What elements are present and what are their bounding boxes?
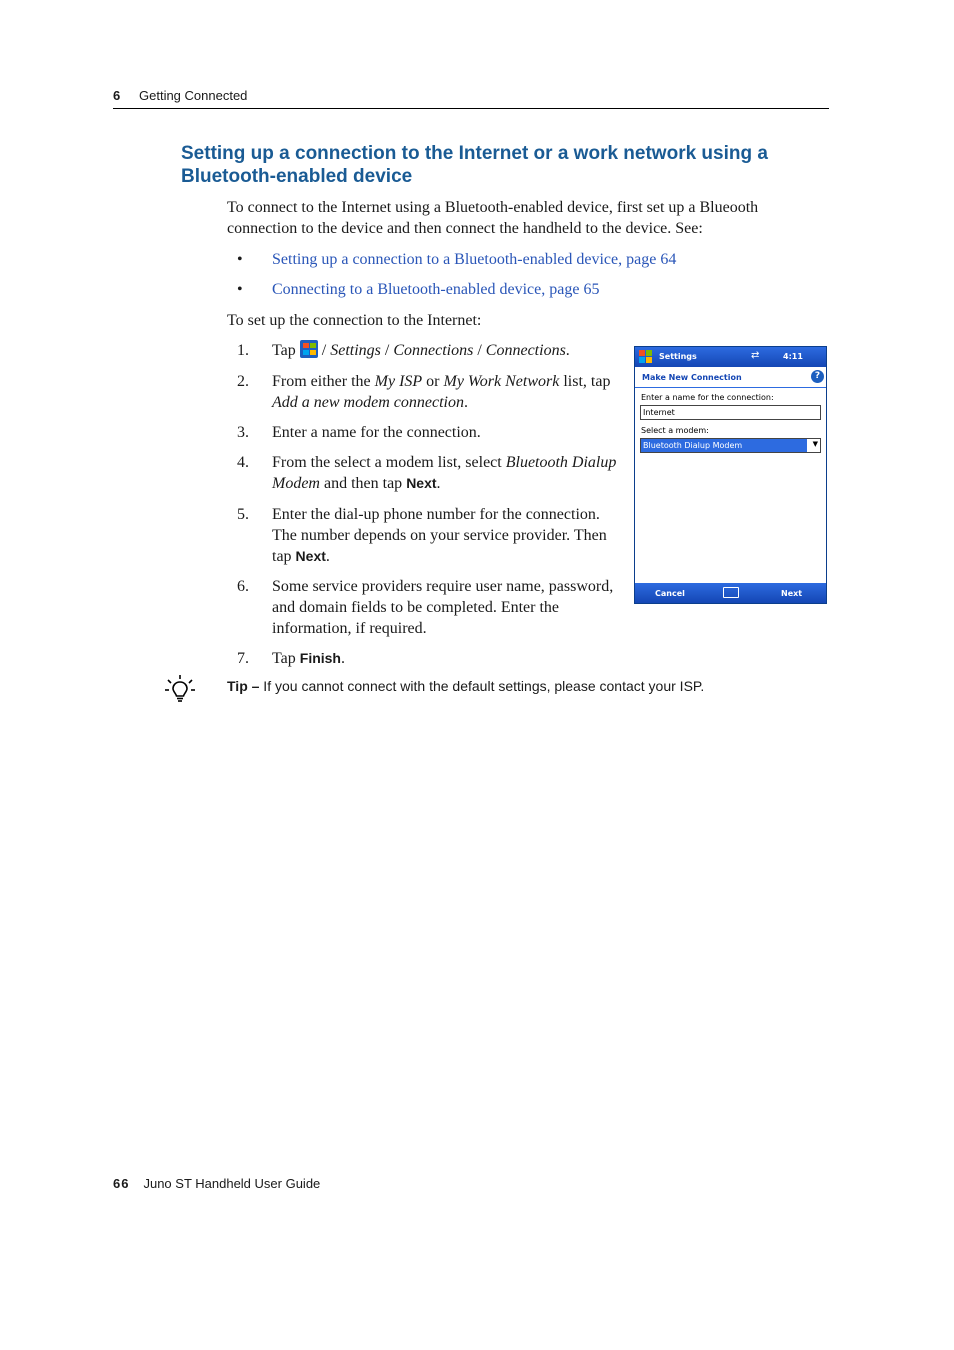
device-soft-key-bar	[635, 583, 826, 603]
name-label: Enter a name for the connection:	[641, 393, 774, 402]
step-number: 6.	[237, 578, 249, 595]
text: From either the	[272, 373, 375, 390]
modem-selected-value: Bluetooth Dialup Modem	[641, 439, 807, 452]
bullet-icon: •	[237, 281, 243, 298]
separator: /	[473, 342, 486, 359]
step-text: Enter a name for the connection.	[272, 424, 481, 441]
section-title: Setting up a connection to the Internet or a work network using a Bluetooth-enabled device	[181, 143, 768, 187]
step-text	[272, 452, 627, 494]
running-footer	[113, 1176, 320, 1191]
text: and then tap	[319, 475, 407, 492]
text: Tap	[272, 650, 300, 667]
tip-text: If you cannot connect with the default settings, please contact your ISP.	[259, 678, 705, 694]
windows-start-icon	[300, 340, 318, 358]
page-number: 66	[113, 1176, 130, 1191]
device-subheading: Make New Connection	[642, 373, 742, 382]
windows-start-icon[interactable]	[638, 349, 653, 364]
cancel-button[interactable]: Cancel	[655, 589, 685, 598]
device-title: Settings	[659, 352, 697, 361]
chevron-down-icon[interactable]: ▼	[812, 440, 818, 448]
menu-my-work-network: My Work Network	[443, 373, 560, 390]
device-subheader	[635, 367, 826, 388]
link-setup-bluetooth[interactable]: Setting up a connection to a Bluetooth-enabled device, page 64	[272, 251, 677, 268]
path-connections: Connections	[393, 342, 474, 359]
intro-paragraph: To connect to the Internet using a Bluetooth-enabled device, first set up a Blueooth connection to the device and then connect the handheld to the device. See:	[227, 199, 759, 237]
setup-intro: To set up the connection to the Internet:	[227, 312, 482, 329]
separator: /	[317, 342, 331, 359]
help-icon[interactable]: ?	[811, 370, 824, 383]
punctuation: .	[436, 475, 441, 492]
path-connections-tab: Connections	[485, 342, 566, 359]
step-text	[272, 340, 627, 361]
keyboard-icon[interactable]	[723, 587, 739, 598]
punctuation: .	[463, 394, 468, 411]
ui-next: Next	[295, 548, 326, 564]
step-text	[272, 371, 627, 413]
separator: /	[380, 342, 394, 359]
device-clock[interactable]: 4:11	[783, 352, 803, 361]
step-number: 4.	[237, 454, 249, 471]
step-text	[272, 504, 627, 567]
text: list, tap	[559, 373, 611, 390]
guide-title: Juno ST Handheld User Guide	[143, 1176, 321, 1191]
text: or	[422, 373, 444, 390]
step-text: Some service providers require user name, password, and domain fields to be completed. Enter the information, if required.	[272, 578, 614, 637]
modem-select[interactable]	[640, 438, 821, 453]
step-text	[272, 648, 627, 669]
menu-add-modem-connection: Add a new modem connection	[272, 394, 464, 411]
link-connect-bluetooth[interactable]: Connecting to a Bluetooth-enabled device, page 65	[272, 281, 600, 298]
step-tap-text: Tap	[272, 342, 296, 359]
connection-name-input[interactable]: Internet	[640, 405, 821, 420]
step-number: 5.	[237, 506, 249, 523]
punctuation: .	[325, 548, 330, 565]
step-number: 1.	[237, 342, 249, 359]
punctuation: .	[341, 650, 345, 667]
step-number: 2.	[237, 373, 249, 390]
option-bluetooth-dialup-modem: Bluetooth Dialup Modem	[272, 454, 617, 492]
tip-note	[227, 677, 704, 695]
chapter-number: 6	[113, 88, 121, 103]
running-header	[113, 86, 829, 109]
tip-label: Tip –	[227, 678, 260, 694]
menu-my-isp: My ISP	[374, 373, 423, 390]
step-number: 3.	[237, 424, 249, 441]
chapter-title: Getting Connected	[139, 88, 248, 103]
next-button[interactable]: Next	[781, 589, 803, 598]
modem-label: Select a modem:	[641, 426, 709, 435]
text: Enter the dial-up phone number for the connection. The number depends on your service provider. Then tap	[272, 506, 607, 565]
device-title-bar	[635, 347, 826, 367]
lightbulb-icon	[164, 674, 196, 706]
text: From the select a modem list, select	[272, 454, 506, 471]
connectivity-icon[interactable]: ⇄	[751, 350, 760, 361]
device-screenshot	[634, 346, 827, 604]
step-number: 7.	[237, 650, 249, 667]
bullet-icon: •	[237, 251, 243, 268]
ui-finish: Finish	[299, 650, 341, 666]
punctuation: .	[565, 342, 570, 359]
path-settings: Settings	[330, 342, 381, 359]
ui-next: Next	[406, 475, 437, 491]
